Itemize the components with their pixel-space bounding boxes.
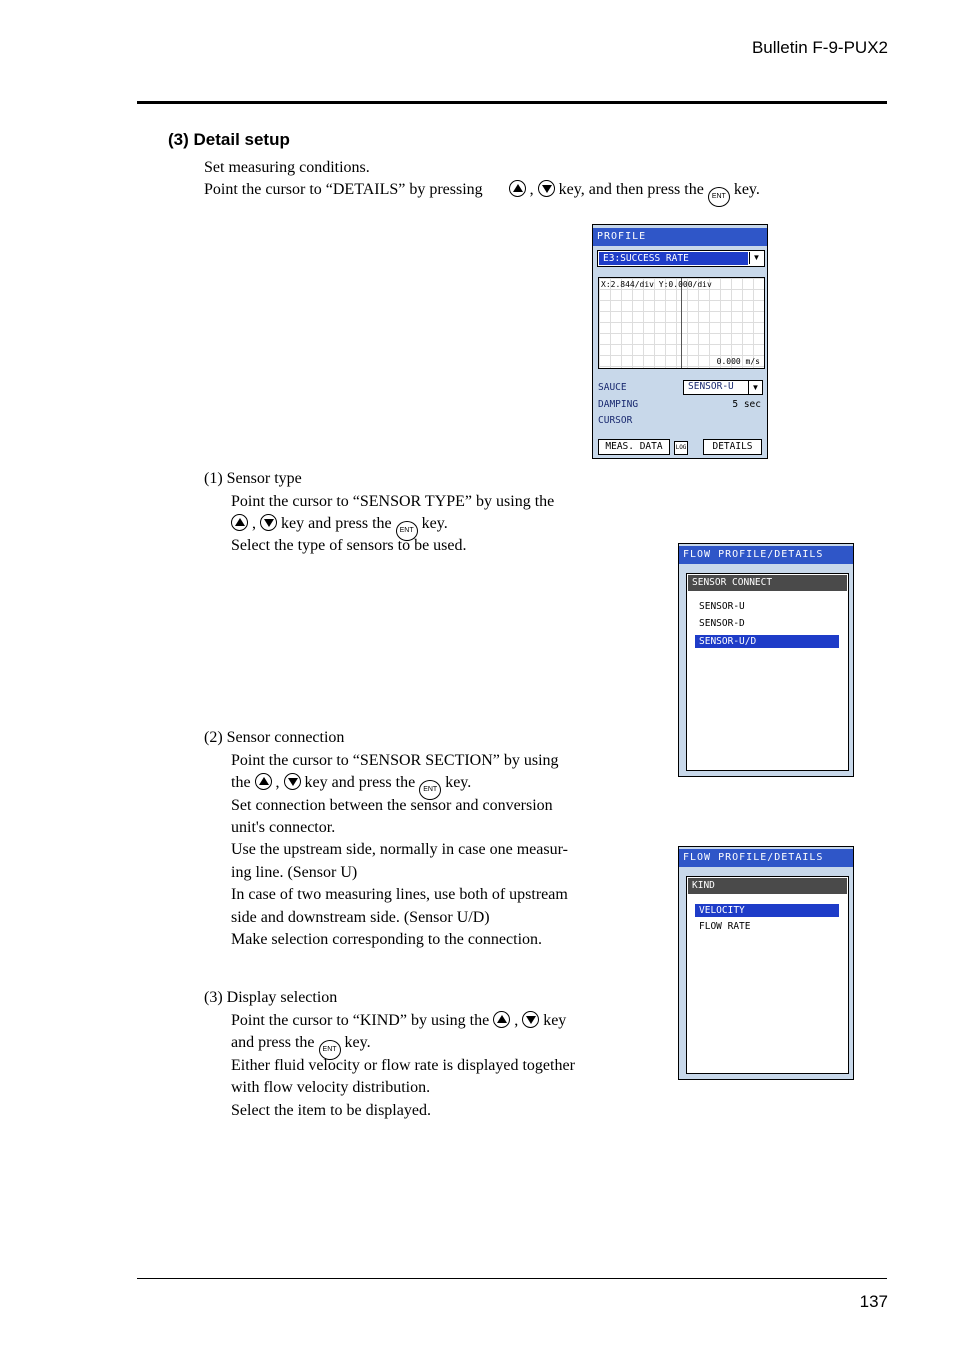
damping-value[interactable]: 5 sec: [732, 399, 761, 410]
option-item[interactable]: SENSOR-U/D: [695, 635, 839, 648]
sauce-value: SENSOR-U: [688, 381, 734, 392]
item3-comma: ,: [514, 1012, 519, 1029]
graph-scale-label: X:2.844/div Y:0.000/div: [601, 280, 712, 289]
item1-heading: (1) Sensor type: [204, 470, 302, 487]
item2-line-4: unit's connector.: [231, 819, 336, 836]
meas-data-button[interactable]: MEAS. DATA: [598, 439, 670, 455]
ent-key-icon: ENT: [319, 1040, 341, 1060]
item1-line-1: Point the cursor to “SENSOR TYPE” by using the: [231, 493, 555, 510]
intro-line-1: Set measuring conditions.: [204, 159, 370, 176]
sauce-label: SAUCE: [598, 382, 627, 393]
bulletin-id: Bulletin F-9-PUX2: [751, 38, 888, 57]
option-item[interactable]: SENSOR-U: [699, 601, 745, 612]
item1-line-3: Select the type of sensors to be used.: [231, 537, 467, 554]
kind-screen: [678, 846, 854, 1080]
item1-comma: ,: [252, 515, 256, 532]
sauce-dropdown[interactable]: [683, 380, 763, 395]
item2-line-8: side and downstream side. (Sensor U/D): [231, 909, 490, 926]
option-item[interactable]: VELOCITY: [695, 904, 839, 917]
intro-text-a: Point the cursor to “DETAILS” by pressing: [204, 181, 483, 198]
sensor-connect-screen: [678, 543, 854, 777]
screen2-title-bar: FLOW PROFILE/DETAILS: [679, 546, 853, 564]
up-arrow-key-icon: [509, 180, 526, 197]
intro-text-d: key.: [733, 181, 760, 198]
kind-popup: [686, 876, 849, 1074]
item1-text-c: key.: [421, 515, 448, 532]
up-arrow-key-icon: [493, 1011, 510, 1028]
item3-heading: (3) Display selection: [204, 989, 338, 1006]
details-button[interactable]: DETAILS: [703, 439, 762, 455]
log-button[interactable]: LOG: [674, 441, 688, 455]
down-arrow-key-icon: [538, 180, 555, 197]
intro-line-2: [204, 179, 760, 207]
item2-text-c: key and press the: [304, 774, 416, 791]
option-item[interactable]: SENSOR-D: [699, 618, 745, 629]
ent-key-icon: ENT: [708, 187, 730, 207]
graph-center-line: [681, 278, 682, 368]
graph-value-label: 0.000 m/s: [716, 357, 760, 366]
up-arrow-key-icon: [231, 514, 248, 531]
ent-key-icon: ENT: [419, 780, 441, 800]
graph-type-dropdown[interactable]: [597, 250, 765, 267]
profile-screen: [592, 224, 768, 459]
item2-line-7: In case of two measuring lines, use both of upstream: [231, 886, 568, 903]
profile-graph: [598, 277, 765, 369]
intro-text-c: key, and then press the: [558, 181, 704, 198]
sensor-connect-popup: [686, 573, 849, 771]
item3-line-3: Either fluid velocity or flow rate is displayed together: [231, 1057, 575, 1074]
item2-line-1: Point the cursor to “SENSOR SECTION” by using: [231, 752, 559, 769]
section-title: (3) Detail setup: [168, 130, 290, 149]
item2-line-6: ing line. (Sensor U): [231, 864, 358, 881]
chevron-down-icon[interactable]: ▼: [749, 252, 763, 264]
item3-text-c: key: [543, 1012, 567, 1029]
down-arrow-key-icon: [260, 514, 277, 531]
graph-type-value: E3:SUCCESS RATE: [599, 252, 748, 265]
profile-title-bar: PROFILE: [593, 228, 767, 246]
popup-title: KIND: [688, 878, 847, 894]
chevron-down-icon[interactable]: ▼: [748, 381, 762, 394]
item2-line-9: Make selection corresponding to the connection.: [231, 931, 543, 948]
item3-line-5: Select the item to be displayed.: [231, 1102, 431, 1119]
item2-heading: (2) Sensor connection: [204, 729, 345, 746]
settings-area: [595, 375, 765, 431]
header-rule: [137, 101, 887, 104]
down-arrow-key-icon: [522, 1011, 539, 1028]
damping-label: DAMPING: [598, 399, 639, 410]
item3-text-a: Point the cursor to “KIND” by using the: [231, 1012, 490, 1029]
item2-line-3: Set connection between the sensor and conversion: [231, 797, 553, 814]
popup-title: SENSOR CONNECT: [688, 575, 847, 591]
cursor-label: CURSOR: [598, 415, 633, 426]
item3-line-4: with flow velocity distribution.: [231, 1079, 431, 1096]
item2-text-d: key.: [445, 774, 472, 791]
option-item[interactable]: FLOW RATE: [699, 921, 751, 932]
item3-line-1: [231, 1010, 566, 1032]
page-number: 137: [859, 1292, 888, 1311]
item3-text-d: and press the: [231, 1034, 315, 1051]
screen3-title-bar: FLOW PROFILE/DETAILS: [679, 849, 853, 867]
item2-text-a: the: [231, 774, 251, 791]
down-arrow-key-icon: [284, 773, 301, 790]
ent-key-icon: ENT: [396, 521, 418, 541]
up-arrow-key-icon: [255, 773, 272, 790]
item2-comma: ,: [275, 774, 280, 791]
footer-rule: [137, 1278, 887, 1279]
intro-comma: ,: [529, 181, 534, 198]
item1-text-b: key and press the: [281, 515, 392, 532]
item2-line-5: Use the upstream side, normally in case one measur-: [231, 841, 568, 858]
item3-text-e: key.: [344, 1034, 371, 1051]
